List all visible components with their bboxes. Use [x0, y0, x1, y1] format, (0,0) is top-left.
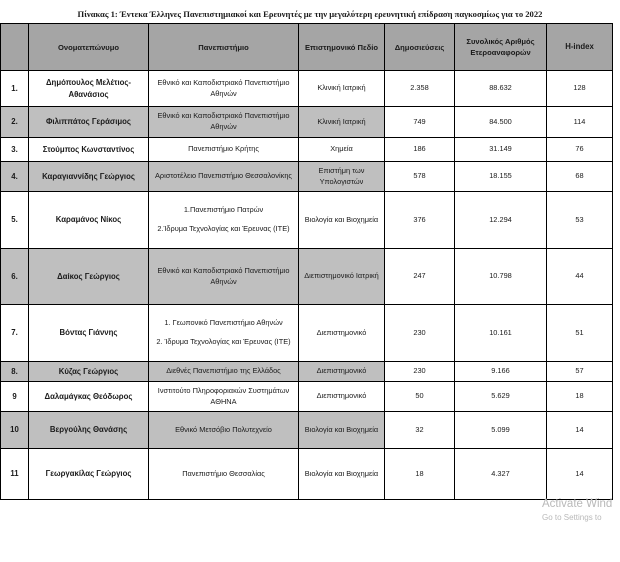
watermark-line-2: Go to Settings to [542, 513, 602, 522]
header-publications: Δημοσιεύσεις [385, 24, 455, 71]
researcher-name: Καραγιαννίδης Γεώργιος [29, 162, 149, 192]
university-cell [149, 362, 299, 382]
hindex-cell: 68 [547, 162, 613, 192]
table-row [1, 362, 613, 382]
field-cell: Διεπιστημονικό Ιατρική [299, 249, 385, 305]
university-name: Εθνικό και Καποδιστριακό Πανεπιστήμιο Αθηνών [157, 111, 290, 131]
row-number: 4. [1, 162, 29, 192]
citations-cell: 9.166 [455, 362, 547, 382]
field-cell: Διεπιστημονικό [299, 362, 385, 382]
publications-cell: 230 [385, 305, 455, 362]
row-number: 7. [1, 305, 29, 362]
table-header-row [1, 24, 613, 71]
row-number: 6. [1, 249, 29, 305]
citations-cell: 4.327 [455, 449, 547, 500]
university-cell [149, 107, 299, 138]
university-cell [149, 249, 299, 305]
table-row [1, 305, 613, 362]
hindex-cell: 14 [547, 449, 613, 500]
hindex-cell: 114 [547, 107, 613, 138]
university-name: Αριστοτέλειο Πανεπιστήμιο Θεσσαλονίκης [154, 171, 292, 181]
researchers-table [0, 23, 613, 500]
table-caption: Πίνακας 1: Έντεκα Έλληνες Πανεπιστημιακοί και Ερευνητές με την μεγαλύτερη ερευνητική επίδραση παγκοσμίως για το 2022 [77, 9, 543, 19]
university-cell [149, 71, 299, 107]
row-number: 10 [1, 412, 29, 449]
university-cell [149, 412, 299, 449]
watermark-line-1: Activate Wind [542, 498, 613, 510]
hindex-cell: 44 [547, 249, 613, 305]
publications-cell: 186 [385, 138, 455, 162]
row-number: 1. [1, 71, 29, 107]
hindex-cell: 51 [547, 305, 613, 362]
publications-cell: 749 [385, 107, 455, 138]
university-name: Ινστιτούτο Πληροφοριακών Συστημάτων ΑΘΗΝΑ [157, 385, 290, 406]
table-row [1, 449, 613, 500]
hindex-cell: 18 [547, 382, 613, 412]
researcher-name: Δαίκος Γεώργιος [29, 249, 149, 305]
header-citations: Συνολικός Αριθμός Ετεροαναφορών [455, 24, 547, 71]
publications-cell: 50 [385, 382, 455, 412]
citations-cell: 10.161 [455, 305, 547, 362]
university-name: Πανεπιστήμιο Θεσσαλίας [182, 468, 265, 478]
field-cell: Κλινική Ιατρική [299, 71, 385, 107]
field-cell: Διεπιστημονικό [299, 305, 385, 362]
publications-cell: 376 [385, 192, 455, 249]
field-cell: Βιολογία και Βιοχημεία [299, 412, 385, 449]
citations-cell: 5.629 [455, 382, 547, 412]
header-number [1, 24, 29, 71]
publications-cell: 578 [385, 162, 455, 192]
researcher-name: Βόντας Γιάννης [29, 305, 149, 362]
field-cell: Διεπιστημονικό [299, 382, 385, 412]
researcher-name: Στούμπος Κωνσταντίνος [29, 138, 149, 162]
field-cell: Επιστήμη των Υπολογιστών [299, 162, 385, 192]
header-name: Ονοματεπώνυμο [29, 24, 149, 71]
citations-cell: 18.155 [455, 162, 547, 192]
researcher-name: Γεωργακίλας Γεώργιος [29, 449, 149, 500]
field-cell: Κλινική Ιατρική [299, 107, 385, 138]
row-number: 3. [1, 138, 29, 162]
university-name: Εθνικό και Καποδιστριακό Πανεπιστήμιο Αθηνών [157, 265, 290, 286]
publications-cell: 2.358 [385, 71, 455, 107]
row-number: 2. [1, 107, 29, 138]
researcher-name: Καραμάνος Νίκος [29, 192, 149, 249]
table-row [1, 192, 613, 249]
university-cell [149, 305, 299, 362]
citations-cell: 88.632 [455, 71, 547, 107]
header-university: Πανεπιστήμιο [149, 24, 299, 71]
researcher-name: Δαλαμάγκας Θεόδωρος [29, 382, 149, 412]
publications-cell: 230 [385, 362, 455, 382]
university-cell [149, 162, 299, 192]
field-cell: Βιολογία και Βιοχημεία [299, 449, 385, 500]
table-row [1, 107, 613, 138]
row-number: 8. [1, 362, 29, 382]
header-field: Επιστημονικό Πεδίο [299, 24, 385, 71]
researcher-name: Δημόπουλος Μελέτιος-Αθανάσιος [29, 71, 149, 107]
citations-cell: 5.099 [455, 412, 547, 449]
table-row [1, 382, 613, 412]
university-name: 2.Ίδρυμα Τεχνολογίας και Έρευνας (ΙΤΕ) [157, 224, 290, 233]
publications-cell: 247 [385, 249, 455, 305]
table-row [1, 249, 613, 305]
table-row [1, 162, 613, 192]
field-cell: Χημεία [299, 138, 385, 162]
hindex-cell: 128 [547, 71, 613, 107]
row-number: 9 [1, 382, 29, 412]
row-number: 5. [1, 192, 29, 249]
researcher-name: Βεργούλης Θανάσης [29, 412, 149, 449]
hindex-cell: 57 [547, 362, 613, 382]
header-hindex: H-index [547, 24, 613, 71]
university-cell [149, 138, 299, 162]
hindex-cell: 76 [547, 138, 613, 162]
citations-cell: 84.500 [455, 107, 547, 138]
hindex-cell: 53 [547, 192, 613, 249]
table-row [1, 138, 613, 162]
university-cell [149, 382, 299, 412]
activation-watermark [542, 498, 612, 522]
publications-cell: 32 [385, 412, 455, 449]
university-name: Εθνικό Μετσόβιο Πολυτεχνείο [175, 424, 272, 434]
university-cell [149, 449, 299, 500]
university-name: 1. Γεωπονικό Πανεπιστήμιο Αθηνών [164, 318, 283, 328]
university-cell [149, 192, 299, 249]
researcher-name: Φιλιππάτος Γεράσιμος [29, 107, 149, 138]
publications-cell: 18 [385, 449, 455, 500]
university-name: Εθνικό και Καποδιστριακό Πανεπιστήμιο Αθηνών [157, 77, 290, 98]
table-row [1, 71, 613, 107]
row-number: 11 [1, 449, 29, 500]
university-name: 2. Ίδρυμα Τεχνολογίας και Έρευνας (ΙΤΕ) [156, 337, 291, 346]
field-cell: Βιολογία και Βιοχημεία [299, 192, 385, 249]
university-name: 1.Πανεπιστήμιο Πατρών [183, 205, 264, 215]
hindex-cell: 14 [547, 412, 613, 449]
citations-cell: 12.294 [455, 192, 547, 249]
university-name: Διεθνές Πανεπιστήμιο της Ελλάδος [166, 366, 281, 376]
citations-cell: 31.149 [455, 138, 547, 162]
citations-cell: 10.798 [455, 249, 547, 305]
table-row [1, 412, 613, 449]
university-name: Πανεπιστήμιο Κρήτης [188, 144, 259, 154]
researcher-name: Κύζας Γεώργιος [29, 362, 149, 382]
